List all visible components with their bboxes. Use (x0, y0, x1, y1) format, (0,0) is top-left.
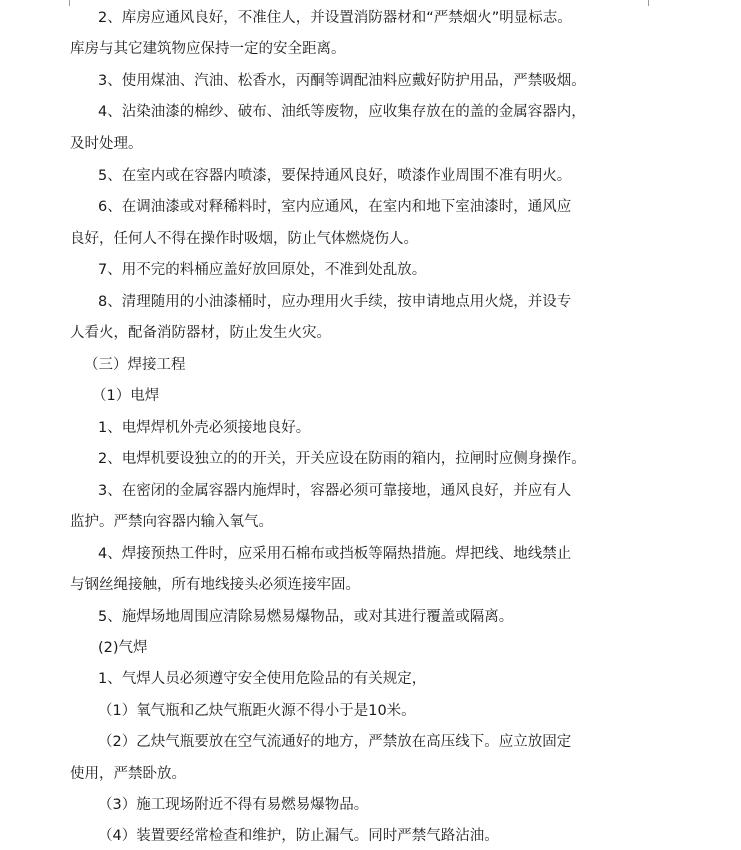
paragraph-line: （4）装置要经常检查和维护，防止漏气。同时严禁气路沾油。 (98, 828, 499, 844)
paragraph-line: 6、在调油漆或对释稀料时，室内应通风，在室内和地下室油漆时，通风应 (98, 199, 572, 215)
paragraph-line: 1、气焊人员必须遵守安全使用危险品的有关规定， (98, 671, 427, 687)
paragraph-line: 监护。严禁向容器内输入氧气。 (70, 514, 273, 530)
paragraph-line: （3）施工现场附近不得有易燃易爆物品。 (98, 797, 369, 813)
paragraph-line: 5、在室内或在容器内喷漆，要保持通风良好，喷漆作业周围不准有明火。 (98, 168, 572, 184)
paragraph-line: 及时处理。 (70, 136, 143, 152)
margin-corner-mark-left (69, 0, 70, 6)
paragraph-line: 4、焊接预热工件时，应采用石棉布或挡板等隔热措施。焊把线、地线禁止 (98, 546, 572, 562)
paragraph-line: 使用，严禁卧放。 (70, 766, 186, 782)
paragraph-line: 良好，任何人不得在操作时吸烟，防止气体燃烧伤人。 (70, 231, 418, 247)
paragraph-line: 8、清理随用的小油漆桶时，应办理用火手续，按申请地点用火烧，并设专 (98, 294, 572, 310)
paragraph-line: 7、用不完的料桶应盖好放回原处，不准到处乱放。 (98, 262, 427, 278)
margin-corner-mark-right (648, 0, 649, 6)
paragraph-line: 2、电焊机要设独立的的开关，开关应设在防雨的箱内，拉闸时应侧身操作。 (98, 451, 586, 467)
paragraph-line: 5、施焊场地周围应清除易燃易爆物品，或对其进行覆盖或隔离。 (98, 609, 514, 625)
subsection-heading: （1）电焊 (92, 388, 160, 404)
section-heading: （三）焊接工程 (84, 357, 186, 373)
paragraph-line: （1）氧气瓶和乙炔气瓶距火源不得小于是10米。 (98, 703, 416, 719)
paragraph-line: 与钢丝绳接触，所有地线接头必须连接牢固。 (70, 577, 360, 593)
paragraph-line: 1、电焊焊机外壳必须接地良好。 (98, 420, 311, 436)
paragraph-line: 库房与其它建筑物应保持一定的安全距离。 (70, 41, 346, 57)
subsection-heading: (2)气焊 (98, 640, 148, 656)
paragraph-line: 3、在密闭的金属容器内施焊时，容器必须可靠接地，通风良好，并应有人 (98, 483, 572, 499)
paragraph-line: （2）乙炔气瓶要放在空气流通好的地方，严禁放在高压线下。应立放固定 (98, 734, 572, 750)
paragraph-line: 2、库房应通风良好，不准住人，并设置消防器材和“严禁烟火”明显标志。 (98, 10, 572, 26)
paragraph-line: 人看火，配备消防器材，防止发生火灾。 (70, 325, 331, 341)
paragraph-line: 4、沾染油漆的棉纱、破布、油纸等废物，应收集存放在的盖的金属容器内， (98, 104, 586, 120)
paragraph-line: 3、使用煤油、汽油、松香水，丙酮等调配油料应戴好防护用品，严禁吸烟。 (98, 73, 586, 89)
